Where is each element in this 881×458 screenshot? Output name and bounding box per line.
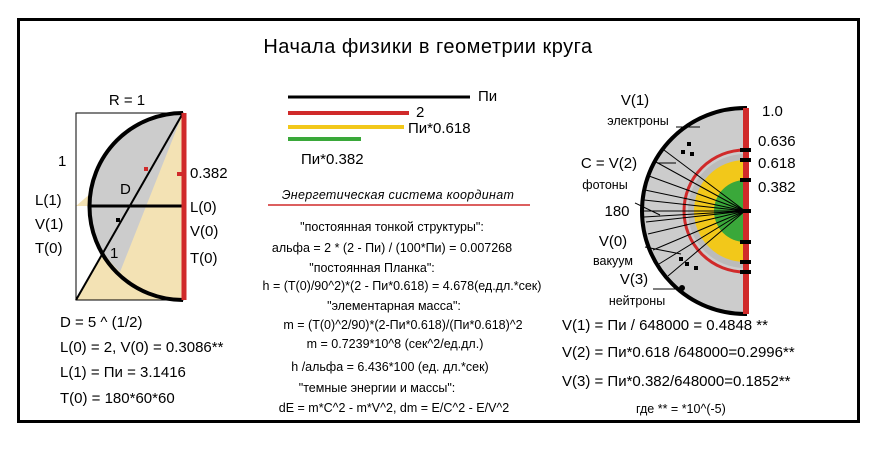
- value-1-0: 1.0: [762, 103, 783, 120]
- v0-label: V(0): [190, 223, 219, 240]
- value-0618: 0.618: [758, 155, 796, 172]
- mass-formula-2: m = 0.7239*10^8 (сек^2/ед.дл.): [306, 337, 484, 351]
- v3-right-label: V(3): [619, 271, 649, 288]
- mass-heading: "элементарная масса":: [327, 299, 461, 313]
- r-label: R = 1: [108, 92, 146, 109]
- v0-right-label: V(0): [598, 233, 628, 250]
- formula-d: D = 5 ^ (1/2): [60, 314, 143, 331]
- dark-formula: dE = m*C^2 - m*V^2, dm = E/C^2 - E/V^2: [278, 401, 510, 415]
- t0-label: T(0): [35, 240, 63, 257]
- n180-label: 180: [604, 203, 630, 220]
- dark-heading: "темные энергии и массы":: [298, 381, 456, 395]
- value-0382-right: 0.382: [758, 179, 796, 196]
- planck-formula: h = (T(0)/90^2)*(2 - Пи*0.618) = 4.678(ед.дл.*сек): [262, 279, 542, 293]
- footnote-where: где ** = *10^(-5): [636, 402, 726, 416]
- one-inner-label: 1: [110, 245, 119, 262]
- v1-right-label: V(1): [620, 92, 650, 109]
- d-label: D: [120, 181, 131, 198]
- fine-structure-formula: альфа = 2 * (2 - Пи) / (100*Пи) = 0.007268: [271, 241, 513, 255]
- l0-label: L(0): [190, 199, 217, 216]
- planck-heading: "постоянная Планка":: [309, 261, 435, 275]
- formula-v2: V(2) = Пи*0.618 /648000=0.2996**: [562, 344, 795, 361]
- value-0382-left: 0.382: [190, 165, 228, 182]
- l1-label: L(1): [35, 192, 62, 209]
- legend-label-pi0382: Пи*0.382: [301, 151, 364, 168]
- electrons-label: электроны: [607, 114, 669, 128]
- formula-l1: L(1) = Пи = 3.1416: [60, 364, 186, 381]
- h-alpha-formula: h /альфа = 6.436*100 (ед. дл.*сек): [291, 360, 489, 374]
- v1-label: V(1): [35, 216, 64, 233]
- value-0636: 0.636: [758, 133, 796, 150]
- formula-v1: V(1) = Пи / 648000 = 0.4848 **: [562, 317, 768, 334]
- legend-label-pi0618: Пи*0.618: [408, 120, 471, 137]
- c-v2-label: C = V(2): [580, 155, 638, 172]
- legend-label-2: 2: [416, 104, 425, 121]
- formula-l0: L(0) = 2, V(0) = 0.3086**: [60, 339, 224, 356]
- t0-right-label: T(0): [190, 250, 218, 267]
- formula-t0: T(0) = 180*60*60: [60, 390, 175, 407]
- mass-formula-1: m = (T(0)^2/90)*(2-Пи*0.618)/(Пи*0.618)^2: [283, 318, 523, 332]
- legend-label-pi: Пи: [478, 88, 498, 105]
- one-label: 1: [58, 153, 67, 170]
- energy-heading: Энергетическая система координат: [281, 188, 515, 202]
- vacuum-label: вакуум: [592, 254, 634, 268]
- fine-structure-heading: "постоянная тонкой структуры":: [300, 220, 484, 234]
- page-title: Начала физики в геометрии круга: [263, 36, 593, 58]
- photons-label: фотоны: [582, 178, 628, 192]
- neutrons-label: нейтроны: [608, 294, 666, 308]
- formula-v3: V(3) = Пи*0.382/648000=0.1852**: [562, 373, 791, 390]
